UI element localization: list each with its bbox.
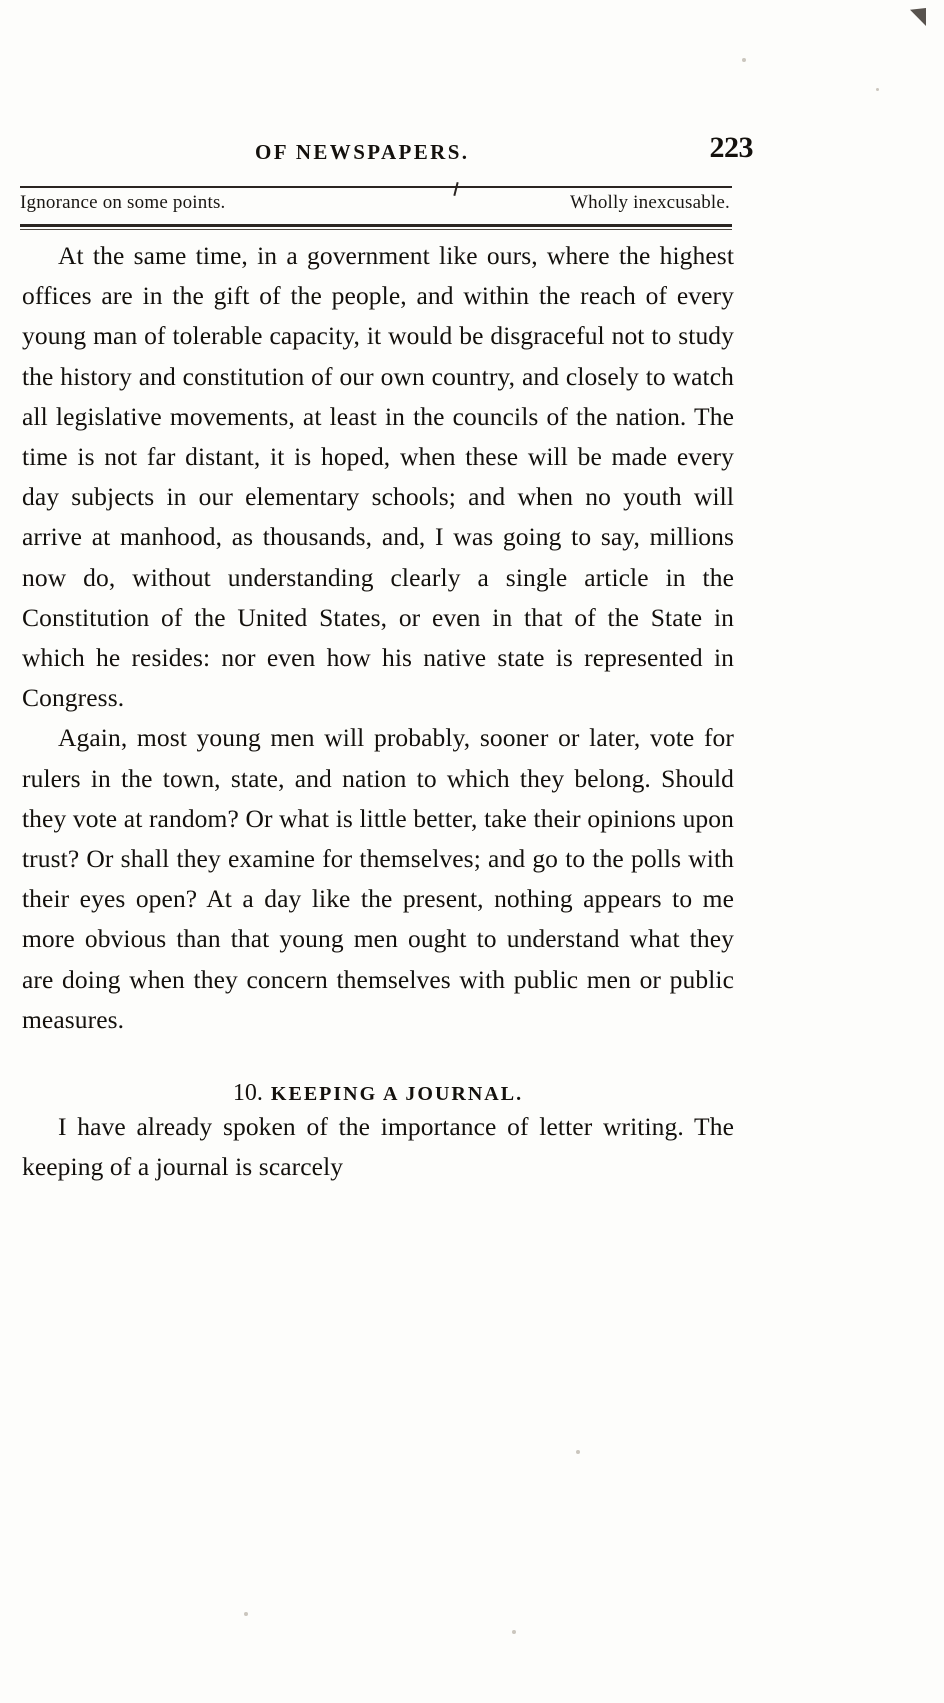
paragraph: At the same time, in a government like ours, where the highest offices are in the gift of the people, and within the reach of every young man of tolerable capacity, it would be disgraceful not to study the history and constitution of our own country, and closely to watch all legislative movements, at least in the councils of the nation. The time is not far distant, it is hoped, when these will be made every day subjects in our elementary schools; and when no youth will arrive at manhood, as thousands, and, I was going to say, millions now do, without understanding clearly a single article in the Constitution of the United States, or even in that of the State in which he resides: nor even how his native state is represented in Congress. bbox=[22, 241, 734, 713]
section-title: KEEPING A JOURNAL. bbox=[270, 1083, 524, 1106]
section-number: 10. bbox=[232, 1080, 263, 1107]
body-text bbox=[22, 236, 734, 1187]
sidenote-right: Wholly inexcusable. bbox=[570, 192, 730, 213]
page-number: 223 bbox=[709, 131, 753, 164]
section-heading bbox=[22, 1080, 734, 1107]
header-rule-top bbox=[20, 186, 732, 188]
sidenote-left: Ignorance on some points. bbox=[20, 192, 226, 213]
sidenote-row bbox=[20, 192, 732, 222]
running-head-title: OF NEWSPAPERS. bbox=[255, 140, 470, 164]
running-head bbox=[255, 131, 753, 165]
header-rule-bottom bbox=[20, 224, 732, 227]
paragraph: Again, most young men will probably, sooner or later, vote for rulers in the town, state, and nation to which they belong. Should they vote at random? Or what is little better, take their opinions upon trust? Or shall they examine for themselves; and go to the polls with their eyes open? At a day like the present, nothing appears to me more obvious than that young men ought to understand what they are doing when they concern themselves with public men or public measures. bbox=[22, 723, 734, 1034]
paragraph: I have already spoken of the importance of letter writing. The keeping of a journal is scarcely bbox=[22, 1112, 734, 1182]
